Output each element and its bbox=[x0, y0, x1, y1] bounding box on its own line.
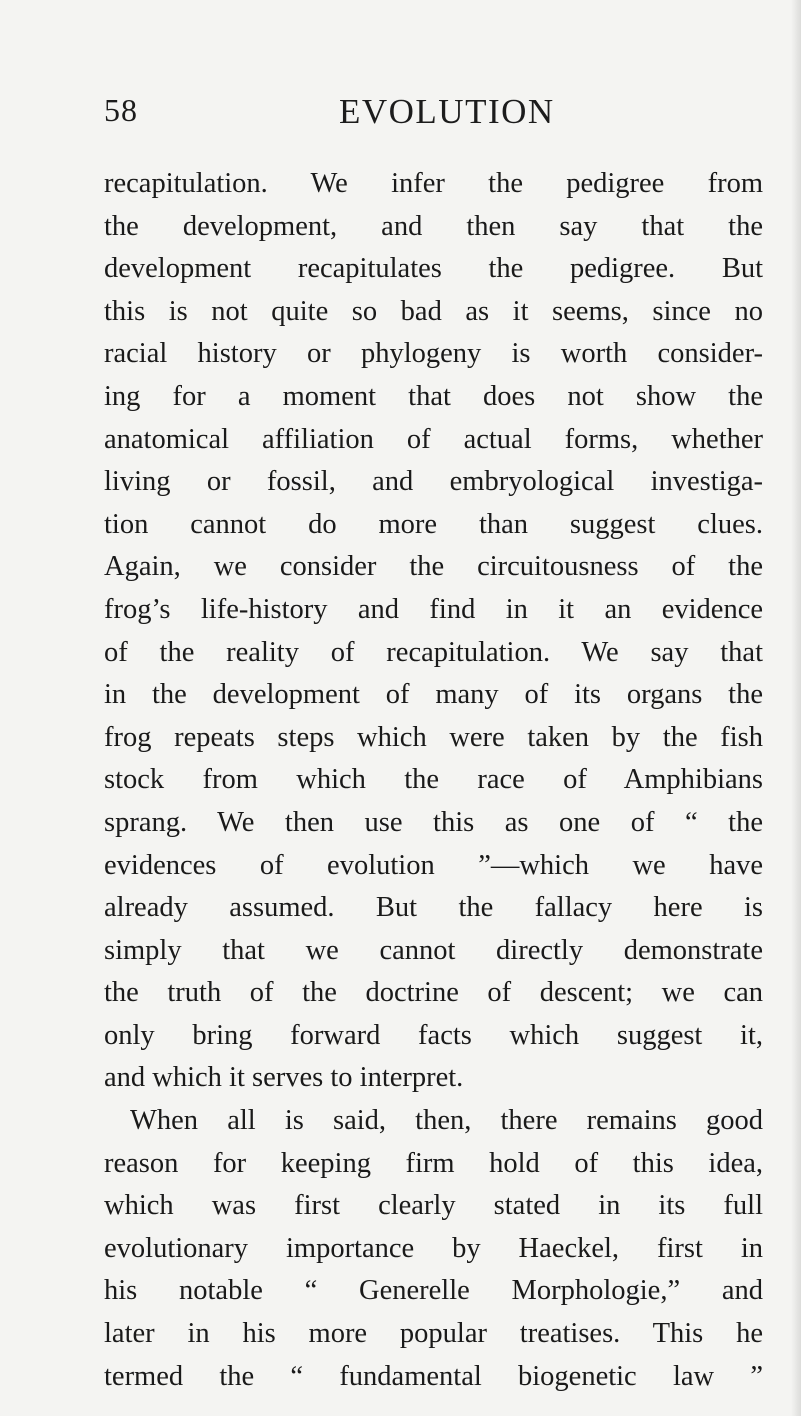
text-line: sprang. We then use this as one of “ the bbox=[104, 806, 763, 838]
text-line: his notable “ Generelle Morphologie,” and bbox=[104, 1275, 763, 1307]
text-line: and which it serves to interpret. bbox=[104, 1062, 464, 1094]
text-line: racial history or phylogeny is worth consider- bbox=[104, 338, 763, 370]
text-line: frog repeats steps which were taken by the fish bbox=[104, 721, 763, 753]
running-head bbox=[104, 88, 760, 136]
text-line: recapitulation. We infer the pedigree from bbox=[104, 168, 763, 199]
text-line: development recapitulates the pedigree. But bbox=[104, 253, 763, 285]
text-line: Again, we consider the circuitousness of the bbox=[104, 551, 763, 583]
text-line: only bring forward facts which suggest it, bbox=[104, 1019, 763, 1051]
text-line: stock from which the race of Amphibians bbox=[104, 764, 763, 796]
text-line: simply that we cannot directly demonstrate bbox=[104, 934, 763, 966]
text-line: termed the “ fundamental biogenetic law ” bbox=[104, 1360, 763, 1392]
text-line: reason for keeping firm hold of this idea, bbox=[104, 1147, 763, 1179]
text-line: When all is said, then, there remains good bbox=[130, 1105, 763, 1137]
text-line: this is not quite so bad as it seems, since no bbox=[104, 295, 763, 327]
text-line: the development, and then say that the bbox=[104, 210, 763, 242]
page-number: 58 bbox=[104, 92, 138, 128]
text-line: of the reality of recapitulation. We say that bbox=[104, 636, 763, 668]
text-line: already assumed. But the fallacy here is bbox=[104, 892, 763, 924]
body-text bbox=[104, 163, 763, 1398]
text-line: the truth of the doctrine of descent; we can bbox=[104, 977, 763, 1009]
text-line: frog’s life-history and find in it an evidence bbox=[104, 593, 763, 625]
text-line: tion cannot do more than suggest clues. bbox=[104, 508, 763, 540]
text-line: in the development of many of its organs the bbox=[104, 679, 763, 711]
text-line: ing for a moment that does not show the bbox=[104, 380, 763, 412]
text-line: later in his more popular treatises. This he bbox=[104, 1318, 763, 1350]
page-edge-shadow bbox=[791, 0, 801, 1416]
running-title: EVOLUTION bbox=[339, 92, 555, 131]
text-line: evidences of evolution ”—which we have bbox=[104, 849, 763, 881]
text-line: which was first clearly stated in its full bbox=[104, 1190, 763, 1222]
text-line: anatomical affiliation of actual forms, whether bbox=[104, 423, 763, 455]
text-line: evolutionary importance by Haeckel, first in bbox=[104, 1232, 763, 1264]
text-line: living or fossil, and embryological investiga- bbox=[104, 466, 763, 498]
